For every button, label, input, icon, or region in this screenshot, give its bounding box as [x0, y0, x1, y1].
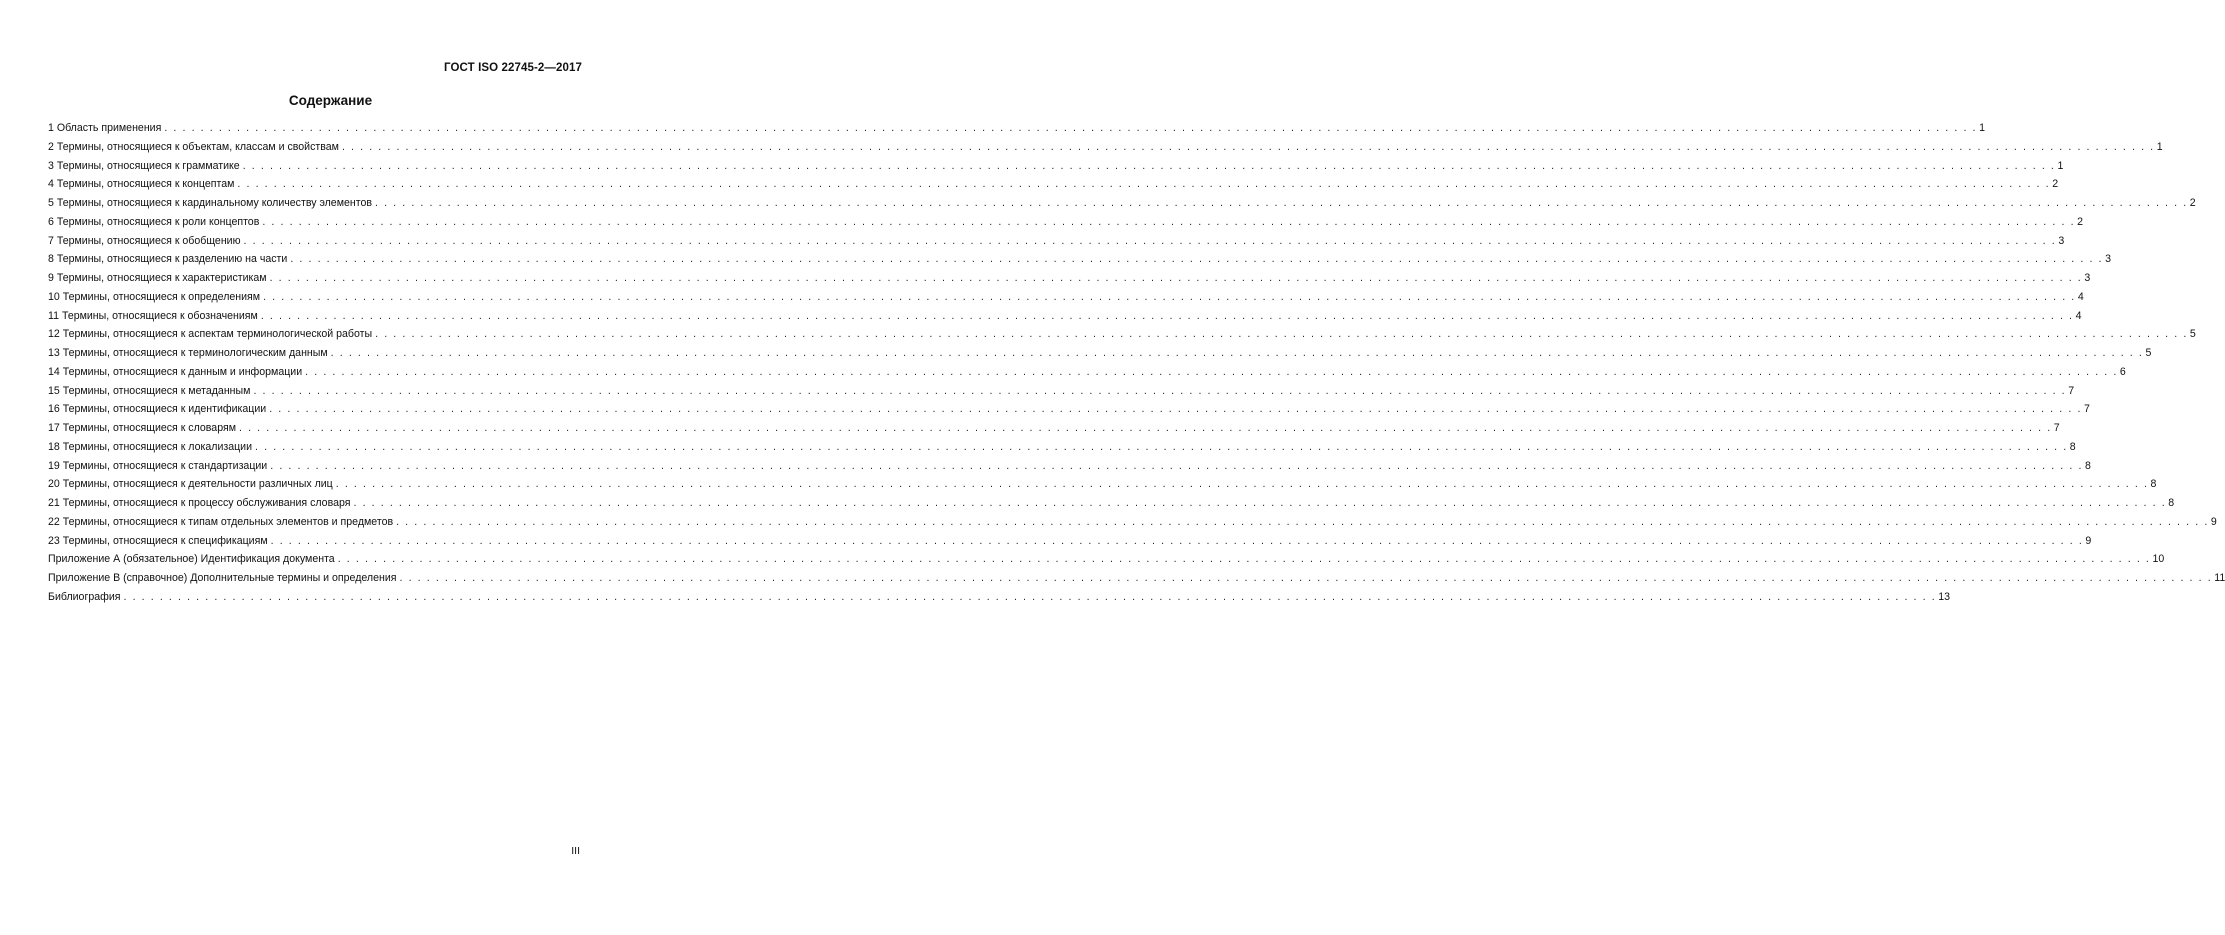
toc-entry-page: 5 — [2189, 328, 2196, 341]
dot-leader: . . . . . . . . . . . . . . . . . . . . . . . . . . . . . . . . . . . . . . . . . . . . . . . . . . . . . . . . . . . . . . . . . . . . . . . . . . . . . . . . . . . . . . . . . . . . . . . . . . . . . . . . . . . . . . . . . . . . . . . . . . . . . . . . . . . . . . . . . . . . . . . . . . . . . . . . . . . . . . . . . . . . . . . . . . . . . . . . . . . . . . . . . . . . . . . . . . . . . . . . — [164, 122, 1978, 134]
toc-entry-label: Приложение А (обязательное) Идентификация документа — [48, 553, 335, 566]
toc-entry-page: 7 — [2084, 403, 2090, 416]
dot-leader: . . . . . . . . . . . . . . . . . . . . . . . . . . . . . . . . . . . . . . . . . . . . . . . . . . . . . . . . . . . . . . . . . . . . . . . . . . . . . . . . . . . . . . . . . . . . . . . . . . . . . . . . . . . . . . . . . . . . . . . . . . . . . . . . . . . . . . . . . . . . . . . . . . . . . . . . . . . . . . . . . . . . . . . . . . . . . . . . . . . . . . . . . . . . . . . . . . . . . . . . — [123, 590, 1937, 603]
toc-title: Содержание — [288, 93, 373, 108]
toc-entry[interactable] — [48, 534, 2092, 554]
toc-entry[interactable] — [48, 140, 2163, 160]
toc-entry-page: 4 — [2075, 309, 2082, 322]
dot-leader: . . . . . . . . . . . . . . . . . . . . . . . . . . . . . . . . . . . . . . . . . . . . . . . . . . . . . . . . . . . . . . . . . . . . . . . . . . . . . . . . . . . . . . . . . . . . . . . . . . . . . . . . . . . . . . . . . . . . . . . . . . . . . . . . . . . . . . . . . . . . . . . . . . . . . . . . . . . . . . . . . . . . . . . . . . . . . . . . . . . . . . . . . . . . . . . . . . . . . . . . — [270, 459, 2084, 472]
toc-entry-page: 7 — [2068, 384, 2075, 397]
dot-leader: . . . . . . . . . . . . . . . . . . . . . . . . . . . . . . . . . . . . . . . . . . . . . . . . . . . . . . . . . . . . . . . . . . . . . . . . . . . . . . . . . . . . . . . . . . . . . . . . . . . . . . . . . . . . . . . . . . . . . . . . . . . . . . . . . . . . . . . . . . . . . . . . . . . . . . . . . . . . . . . . . . . . . . . . . . . . . . . . . . . . . . . . . . . . . . . . . . . . . . . . — [341, 140, 2155, 153]
dot-leader: . . . . . . . . . . . . . . . . . . . . . . . . . . . . . . . . . . . . . . . . . . . . . . . . . . . . . . . . . . . . . . . . . . . . . . . . . . . . . . . . . . . . . . . . . . . . . . . . . . . . . . . . . . . . . . . . . . . . . . . . . . . . . . . . . . . . . . . . . . . . . . . . . . . . . . . . . . . . . . . . . . . . . . . . . . . . . . . . . . . . . . . . . . . . . . . . . . . . . . . . — [337, 553, 2151, 566]
toc-entry-label: 2 Термины, относящиеся к объектам, классам и свойствам — [48, 140, 339, 153]
toc-entry-page: 9 — [2210, 515, 2217, 528]
toc-entry[interactable] — [48, 272, 2091, 291]
dot-leader: . . . . . . . . . . . . . . . . . . . . . . . . . . . . . . . . . . . . . . . . . . . . . . . . . . . . . . . . . . . . . . . . . . . . . . . . . . . . . . . . . . . . . . . . . . . . . . . . . . . . . . . . . . . . . . . . . . . . . . . . . . . . . . . . . . . . . . . . . . . . . . . . . . . . . . . . . . . . . . . . . . . . . . . . . . . . . . . . . . . . . . . . . . . . . . . . . . . . . . . . — [305, 365, 2118, 378]
toc-entry-label: Приложение В (справочное) Дополнительные термины и определения — [48, 572, 397, 584]
dot-leader: . . . . . . . . . . . . . . . . . . . . . . . . . . . . . . . . . . . . . . . . . . . . . . . . . . . . . . . . . . . . . . . . . . . . . . . . . . . . . . . . . . . . . . . . . . . . . . . . . . . . . . . . . . . . . . . . . . . . . . . . . . . . . . . . . . . . . . . . . . . . . . . . . . . . . . . . . . . . . . . . . . . . . . . . . . . . . . . . . . . . . . . . . . . . . . . . . . . . . . . . — [375, 328, 2188, 341]
toc-entry[interactable] — [48, 290, 2084, 310]
toc-entry-label: 8 Термины, относящиеся к разделению на части — [48, 253, 288, 266]
toc-entry-label: 7 Термины, относящиеся к обобщению — [48, 234, 241, 247]
toc-entry[interactable] — [48, 553, 2165, 572]
dot-leader: . . . . . . . . . . . . . . . . . . . . . . . . . . . . . . . . . . . . . . . . . . . . . . . . . . . . . . . . . . . . . . . . . . . . . . . . . . . . . . . . . . . . . . . . . . . . . . . . . . . . . . . . . . . . . . . . . . . . . . . . . . . . . . . . . . . . . . . . . . . . . . . . . . . . . . . . . . . . . . . . . . . . . . . . . . . . . . . . . . . . . . . . . . . . . . . . . . . . . . . . — [253, 384, 2067, 397]
toc-entry-label: 15 Термины, относящиеся к метаданным — [48, 384, 251, 397]
toc-entry-page: 8 — [2085, 459, 2091, 472]
toc-entry[interactable] — [48, 497, 2175, 516]
toc-entry-label: 23 Термины, относящиеся к спецификациям — [48, 534, 268, 547]
dot-leader: . . . . . . . . . . . . . . . . . . . . . . . . . . . . . . . . . . . . . . . . . . . . . . . . . . . . . . . . . . . . . . . . . . . . . . . . . . . . . . . . . . . . . . . . . . . . . . . . . . . . . . . . . . . . . . . . . . . . . . . . . . . . . . . . . . . . . . . . . . . . . . . . . . . . . . . . . . . . . . . . . . . . . . . . . . . . . . . . . . . . . . . . . . . . . . . . . . . . . . . . — [255, 440, 2068, 453]
toc-entry-page: 10 — [2152, 553, 2165, 566]
toc-entry-label: 16 Термины, относящиеся к идентификации — [48, 403, 267, 416]
dot-leader: . . . . . . . . . . . . . . . . . . . . . . . . . . . . . . . . . . . . . . . . . . . . . . . . . . . . . . . . . . . . . . . . . . . . . . . . . . . . . . . . . . . . . . . . . . . . . . . . . . . . . . . . . . . . . . . . . . . . . . . . . . . . . . . . . . . . . . . . . . . . . . . . . . . . . . . . . . . . . . . . . . . . . . . . . . . . . . . . . . . . . . . . . . . . . . . . . . . . . . . . — [269, 403, 2082, 416]
toc-entry-label: 21 Термины, относящиеся к процессу обслуживания словаря — [48, 497, 351, 509]
dot-leader: . . . . . . . . . . . . . . . . . . . . . . . . . . . . . . . . . . . . . . . . . . . . . . . . . . . . . . . . . . . . . . . . . . . . . . . . . . . . . . . . . . . . . . . . . . . . . . . . . . . . . . . . . . . . . . . . . . . . . . . . . . . . . . . . . . . . . . . . . . . . . . . . . . . . . . . . . . . . . . . . . . . . . . . . . . . . . . . . . . . . . . . . . . . . . . . . . . . . . . . . — [260, 309, 2074, 322]
dot-leader: . . . . . . . . . . . . . . . . . . . . . . . . . . . . . . . . . . . . . . . . . . . . . . . . . . . . . . . . . . . . . . . . . . . . . . . . . . . . . . . . . . . . . . . . . . . . . . . . . . . . . . . . . . . . . . . . . . . . . . . . . . . . . . . . . . . . . . . . . . . . . . . . . . . . . . . . . . . . . . . . . . . . . . . . . . . . . . . . . . . . . . . . . . . . . . . . . . . . . . . . — [269, 272, 2083, 284]
toc-entry-label: 10 Термины, относящиеся к определениям — [48, 290, 261, 303]
table-of-contents — [48, 122, 2225, 610]
toc-entry-page: 8 — [2069, 440, 2076, 453]
toc-entry-label: 14 Термины, относящиеся к данным и информации — [48, 365, 303, 378]
toc-entry-label: 22 Термины, относящиеся к типам отдельных элементов и предметов — [48, 515, 394, 528]
standard-code: ГОСТ ISO 22745-2—2017 — [444, 62, 582, 74]
toc-entry[interactable] — [48, 590, 1951, 610]
toc-entry-label: 13 Термины, относящиеся к терминологическим данным — [48, 347, 328, 359]
toc-entry-label: 1 Область применения — [48, 122, 162, 134]
toc-entry-page: 3 — [2058, 234, 2065, 247]
toc-entry[interactable] — [48, 328, 2196, 347]
toc-entry-page: 3 — [2105, 253, 2112, 266]
dot-leader: . . . . . . . . . . . . . . . . . . . . . . . . . . . . . . . . . . . . . . . . . . . . . . . . . . . . . . . . . . . . . . . . . . . . . . . . . . . . . . . . . . . . . . . . . . . . . . . . . . . . . . . . . . . . . . . . . . . . . . . . . . . . . . . . . . . . . . . . . . . . . . . . . . . . . . . . . . . . . . . . . . . . . . . . . . . . . . . . . . . . . . . . . . . . . . . . . . . . . . . . — [243, 234, 2057, 247]
toc-entry-page: 1 — [1979, 122, 1986, 134]
dot-leader: . . . . . . . . . . . . . . . . . . . . . . . . . . . . . . . . . . . . . . . . . . . . . . . . . . . . . . . . . . . . . . . . . . . . . . . . . . . . . . . . . . . . . . . . . . . . . . . . . . . . . . . . . . . . . . . . . . . . . . . . . . . . . . . . . . . . . . . . . . . . . . . . . . . . . . . . . . . . . . . . . . . . . . . . . . . . . . . . . . . . . . . . . . . . . . . . . . . . . . . . — [353, 497, 2167, 509]
toc-entry-page: 3 — [2084, 272, 2091, 284]
dot-leader: . . . . . . . . . . . . . . . . . . . . . . . . . . . . . . . . . . . . . . . . . . . . . . . . . . . . . . . . . . . . . . . . . . . . . . . . . . . . . . . . . . . . . . . . . . . . . . . . . . . . . . . . . . . . . . . . . . . . . . . . . . . . . . . . . . . . . . . . . . . . . . . . . . . . . . . . . . . . . . . . . . . . . . . . . . . . . . . . . . . . . . . . . . . . . . . . . . . . . . . . — [330, 347, 2144, 359]
toc-entry[interactable] — [48, 253, 2112, 272]
toc-entry[interactable] — [48, 515, 2217, 535]
toc-entry-page: 5 — [2145, 347, 2152, 359]
toc-entry[interactable] — [48, 365, 2126, 385]
toc-entry-label: 12 Термины, относящиеся к аспектам терминологической работы — [48, 328, 373, 341]
toc-entry-label: 20 Термины, относящиеся к деятельности различных лиц — [48, 478, 333, 491]
toc-entry-page: 6 — [2119, 365, 2126, 378]
toc-entry-label: 19 Термины, относящиеся к стандартизации — [48, 459, 268, 472]
toc-entry[interactable] — [48, 403, 2090, 422]
toc-entry-label: 9 Термины, относящиеся к характеристикам — [48, 272, 267, 284]
toc-entry[interactable] — [48, 384, 2075, 404]
toc-entry-page: 8 — [2168, 497, 2175, 509]
toc-entry-label: 3 Термины, относящиеся к грамматике — [48, 159, 240, 172]
toc-entry[interactable] — [48, 459, 2091, 479]
toc-entry-label: 18 Термины, относящиеся к локализации — [48, 440, 253, 453]
toc-entry-page: 9 — [2085, 534, 2092, 547]
dot-leader: . . . . . . . . . . . . . . . . . . . . . . . . . . . . . . . . . . . . . . . . . . . . . . . . . . . . . . . . . . . . . . . . . . . . . . . . . . . . . . . . . . . . . . . . . . . . . . . . . . . . . . . . . . . . . . . . . . . . . . . . . . . . . . . . . . . . . . . . . . . . . . . . . . . . . . . . . . . . . . . . . . . . . . . . . . . . . . . . . . . . . . . . . . . . . . . . . . . . . . . . — [239, 422, 2052, 434]
dot-leader: . . . . . . . . . . . . . . . . . . . . . . . . . . . . . . . . . . . . . . . . . . . . . . . . . . . . . . . . . . . . . . . . . . . . . . . . . . . . . . . . . . . . . . . . . . . . . . . . . . . . . . . . . . . . . . . . . . . . . . . . . . . . . . . . . . . . . . . . . . . . . . . . . . . . . . . . . . . . . . . . . . . . . . . . . . . . . . . . . . . . . . . . . . . . . . . . . . . . . . . . — [290, 253, 2104, 266]
toc-entry-page: 2 — [2052, 178, 2059, 191]
dot-leader: . . . . . . . . . . . . . . . . . . . . . . . . . . . . . . . . . . . . . . . . . . . . . . . . . . . . . . . . . . . . . . . . . . . . . . . . . . . . . . . . . . . . . . . . . . . . . . . . . . . . . . . . . . . . . . . . . . . . . . . . . . . . . . . . . . . . . . . . . . . . . . . . . . . . . . . . . . . . . . . . . . . . . . . . . . . . . . . . . . . . . . . . . . . . . . . . . . . . . . . . — [396, 515, 2209, 528]
dot-leader: . . . . . . . . . . . . . . . . . . . . . . . . . . . . . . . . . . . . . . . . . . . . . . . . . . . . . . . . . . . . . . . . . . . . . . . . . . . . . . . . . . . . . . . . . . . . . . . . . . . . . . . . . . . . . . . . . . . . . . . . . . . . . . . . . . . . . . . . . . . . . . . . . . . . . . . . . . . . . . . . . . . . . . . . . . . . . . . . . . . . . . . . . . . . . . . . . . . . . . . . — [237, 178, 2051, 191]
page-number: III — [571, 845, 580, 857]
dot-leader: . . . . . . . . . . . . . . . . . . . . . . . . . . . . . . . . . . . . . . . . . . . . . . . . . . . . . . . . . . . . . . . . . . . . . . . . . . . . . . . . . . . . . . . . . . . . . . . . . . . . . . . . . . . . . . . . . . . . . . . . . . . . . . . . . . . . . . . . . . . . . . . . . . . . . . . . . . . . . . . . . . . . . . . . . . . . . . . . . . . . . . . . . . . . . . . . . . . . . . . . — [374, 197, 2188, 209]
toc-entry-page: 2 — [2077, 215, 2084, 228]
toc-entry-page: 1 — [2156, 140, 2163, 153]
dot-leader: . . . . . . . . . . . . . . . . . . . . . . . . . . . . . . . . . . . . . . . . . . . . . . . . . . . . . . . . . . . . . . . . . . . . . . . . . . . . . . . . . . . . . . . . . . . . . . . . . . . . . . . . . . . . . . . . . . . . . . . . . . . . . . . . . . . . . . . . . . . . . . . . . . . . . . . . . . . . . . . . . . . . . . . . . . . . . . . . . . . . . . . . . . . . . . . . . . . . . . . . — [242, 159, 2056, 172]
dot-leader: . . . . . . . . . . . . . . . . . . . . . . . . . . . . . . . . . . . . . . . . . . . . . . . . . . . . . . . . . . . . . . . . . . . . . . . . . . . . . . . . . . . . . . . . . . . . . . . . . . . . . . . . . . . . . . . . . . . . . . . . . . . . . . . . . . . . . . . . . . . . . . . . . . . . . . . . . . . . . . . . . . . . . . . . . . . . . . . . . . . . . . . . . . . . . . . . . . . . . . . . — [335, 478, 2149, 491]
toc-entry[interactable] — [48, 478, 2157, 497]
dot-leader: . . . . . . . . . . . . . . . . . . . . . . . . . . . . . . . . . . . . . . . . . . . . . . . . . . . . . . . . . . . . . . . . . . . . . . . . . . . . . . . . . . . . . . . . . . . . . . . . . . . . . . . . . . . . . . . . . . . . . . . . . . . . . . . . . . . . . . . . . . . . . . . . . . . . . . . . . . . . . . . . . . . . . . . . . . . . . . . . . . . . . . . . . . . . . . . . . . . . . . . . — [263, 290, 2076, 303]
toc-entry-label: 6 Термины, относящиеся к роли концептов — [48, 215, 260, 228]
toc-entry-page: 13 — [1938, 590, 1951, 603]
toc-entry-label: Библиография — [48, 590, 121, 603]
toc-entry[interactable] — [48, 197, 2196, 216]
toc-entry[interactable] — [48, 178, 2059, 197]
toc-entry-label: 5 Термины, относящиеся к кардинальному количеству элементов — [48, 197, 372, 209]
toc-entry-page: 7 — [2053, 422, 2060, 434]
toc-entry-page: 4 — [2077, 290, 2084, 303]
toc-entry[interactable] — [48, 234, 2065, 254]
dot-leader: . . . . . . . . . . . . . . . . . . . . . . . . . . . . . . . . . . . . . . . . . . . . . . . . . . . . . . . . . . . . . . . . . . . . . . . . . . . . . . . . . . . . . . . . . . . . . . . . . . . . . . . . . . . . . . . . . . . . . . . . . . . . . . . . . . . . . . . . . . . . . . . . . . . . . . . . . . . . . . . . . . . . . . . . . . . . . . . . . . . . . . . . . . . . . . . . . . . . . . . . — [270, 534, 2084, 547]
toc-entry-label: 11 Термины, относящиеся к обозначениям — [48, 309, 258, 322]
dot-leader: . . . . . . . . . . . . . . . . . . . . . . . . . . . . . . . . . . . . . . . . . . . . . . . . . . . . . . . . . . . . . . . . . . . . . . . . . . . . . . . . . . . . . . . . . . . . . . . . . . . . . . . . . . . . . . . . . . . . . . . . . . . . . . . . . . . . . . . . . . . . . . . . . . . . . . . . . . . . . . . . . . . . . . . . . . . . . . . . . . . . . . . . . . . . . . . . . . . . . . . . — [262, 215, 2076, 228]
toc-entry[interactable] — [48, 159, 2064, 179]
toc-entry[interactable] — [48, 440, 2076, 460]
dot-leader: . . . . . . . . . . . . . . . . . . . . . . . . . . . . . . . . . . . . . . . . . . . . . . . . . . . . . . . . . . . . . . . . . . . . . . . . . . . . . . . . . . . . . . . . . . . . . . . . . . . . . . . . . . . . . . . . . . . . . . . . . . . . . . . . . . . . . . . . . . . . . . . . . . . . . . . . . . . . . . . . . . . . . . . . . . . . . . . . . . . . . . . . . . . . . . . . . . . . . . . . — [399, 572, 2213, 584]
toc-entry[interactable] — [48, 572, 2225, 591]
toc-entry[interactable] — [48, 122, 1986, 141]
toc-entry-page: 1 — [2057, 159, 2064, 172]
toc-entry-page: 2 — [2189, 197, 2196, 209]
toc-entry-label: 17 Термины, относящиеся к словарям — [48, 422, 236, 434]
toc-entry[interactable] — [48, 422, 2060, 441]
toc-entry[interactable] — [48, 347, 2152, 366]
toc-entry-page: 11 — [2214, 572, 2225, 584]
toc-entry[interactable] — [48, 309, 2082, 329]
toc-entry-label: 4 Термины, относящиеся к концептам — [48, 178, 235, 191]
toc-entry[interactable] — [48, 215, 2084, 235]
toc-entry-page: 8 — [2150, 478, 2157, 491]
